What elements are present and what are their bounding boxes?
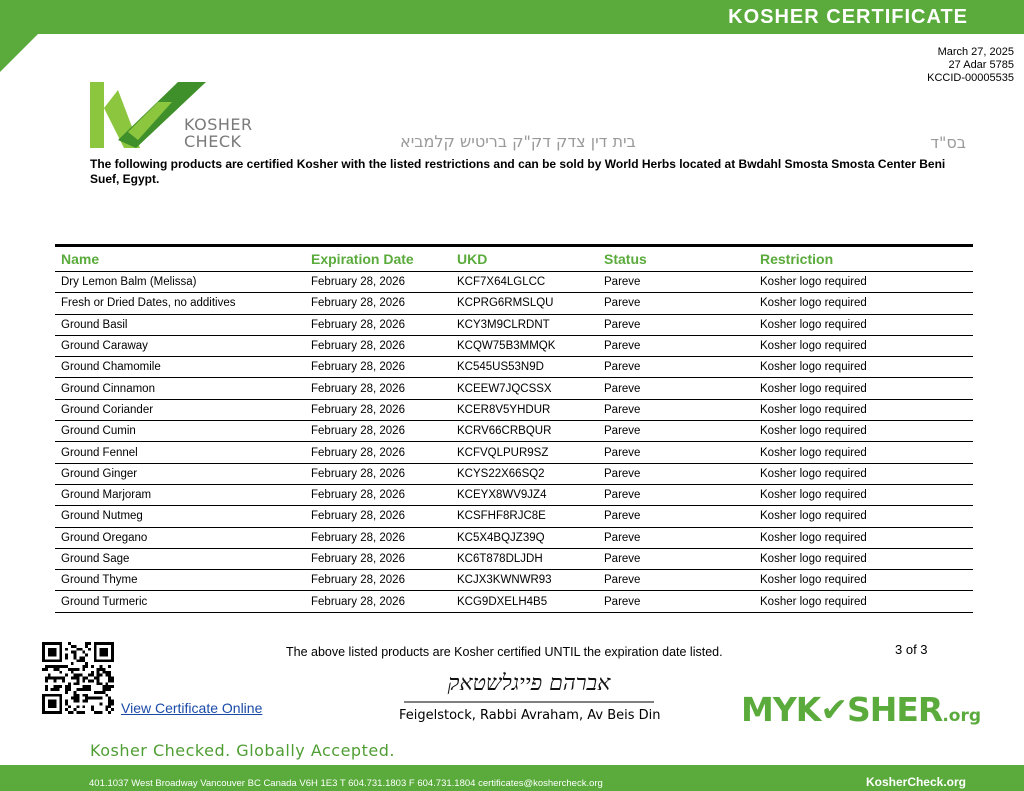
top-banner-notch xyxy=(0,34,38,72)
cell-status: Pareve xyxy=(598,378,754,399)
table-row xyxy=(55,399,973,420)
certificate-title: KOSHER CERTIFICATE xyxy=(728,6,968,28)
cell-name: Ground Turmeric xyxy=(55,591,305,612)
cell-expiration-date: February 28, 2026 xyxy=(305,506,451,527)
certification-statement: The following products are certified Kosher with the listed restrictions and can be sold by World Herbs located at Bwdahl Smosta Smosta Center Beni Suef, Egypt. xyxy=(90,157,946,186)
cell-expiration-date: February 28, 2026 xyxy=(305,591,451,612)
table-row xyxy=(55,357,973,378)
cell-status: Pareve xyxy=(598,314,754,335)
cell-name: Ground Ginger xyxy=(55,463,305,484)
table-row xyxy=(55,314,973,335)
cell-restriction: Kosher logo required xyxy=(754,442,973,463)
cell-restriction: Kosher logo required xyxy=(754,378,973,399)
cell-status: Pareve xyxy=(598,484,754,505)
cell-restriction: Kosher logo required xyxy=(754,399,973,420)
cell-status: Pareve xyxy=(598,293,754,314)
table-row xyxy=(55,335,973,356)
cell-status: Pareve xyxy=(598,421,754,442)
signer-name: Feigelstock, Rabbi Avraham, Av Beis Din xyxy=(399,708,661,723)
table-row xyxy=(55,548,973,569)
logo-wordmark: KOSHER CHECK xyxy=(184,115,253,151)
cell-name: Ground Marjoram xyxy=(55,484,305,505)
mykosher-logo: MYK✔SHER.org xyxy=(741,690,982,729)
cell-ukd: KC545US53N9D xyxy=(451,357,598,378)
cell-status: Pareve xyxy=(598,399,754,420)
cell-restriction: Kosher logo required xyxy=(754,484,973,505)
cell-expiration-date: February 28, 2026 xyxy=(305,570,451,591)
table-row xyxy=(55,463,973,484)
cell-ukd: KCY3M9CLRDNT xyxy=(451,314,598,335)
column-header-ukd: UKD xyxy=(451,246,598,272)
footer-address: 401.1037 West Broadway Vancouver BC Canada V6H 1E3 T 604.731.1803 F 604.731.1804 certificates@koshercheck.org xyxy=(89,778,603,789)
cell-name: Ground Oregano xyxy=(55,527,305,548)
cell-name: Ground Caraway xyxy=(55,335,305,356)
cell-restriction: Kosher logo required xyxy=(754,421,973,442)
cell-ukd: KCYS22X66SQ2 xyxy=(451,463,598,484)
cell-name: Ground Thyme xyxy=(55,570,305,591)
cell-expiration-date: February 28, 2026 xyxy=(305,335,451,356)
cell-name: Fresh or Dried Dates, no additives xyxy=(55,293,305,314)
product-table xyxy=(55,244,973,613)
cell-status: Pareve xyxy=(598,506,754,527)
table-row xyxy=(55,293,973,314)
table-header-row xyxy=(55,246,973,272)
table-row xyxy=(55,527,973,548)
cell-expiration-date: February 28, 2026 xyxy=(305,463,451,484)
cell-restriction: Kosher logo required xyxy=(754,314,973,335)
cell-restriction: Kosher logo required xyxy=(754,548,973,569)
view-certificate-link[interactable]: View Certificate Online xyxy=(121,700,263,716)
date-block xyxy=(927,46,1014,85)
column-header-status: Status xyxy=(598,246,754,272)
cell-status: Pareve xyxy=(598,570,754,591)
cell-status: Pareve xyxy=(598,527,754,548)
cell-name: Ground Sage xyxy=(55,548,305,569)
certificate-id: KCCID-00005535 xyxy=(927,72,1014,84)
cell-restriction: Kosher logo required xyxy=(754,357,973,378)
cell-expiration-date: February 28, 2026 xyxy=(305,357,451,378)
cell-status: Pareve xyxy=(598,272,754,293)
signature-text: אברהם פייגלשטאק xyxy=(447,671,611,696)
cell-status: Pareve xyxy=(598,357,754,378)
cell-expiration-date: February 28, 2026 xyxy=(305,421,451,442)
table-row xyxy=(55,506,973,527)
column-header-restriction: Restriction xyxy=(754,246,973,272)
cell-name: Ground Nutmeg xyxy=(55,506,305,527)
cell-name: Ground Basil xyxy=(55,314,305,335)
cell-ukd: KCF7X64LGLCC xyxy=(451,272,598,293)
cell-restriction: Kosher logo required xyxy=(754,527,973,548)
cell-ukd: KCPRG6RMSLQU xyxy=(451,293,598,314)
cell-name: Ground Chamomile xyxy=(55,357,305,378)
table-row xyxy=(55,570,973,591)
cell-status: Pareve xyxy=(598,548,754,569)
cell-ukd: KCG9DXELH4B5 xyxy=(451,591,598,612)
cell-expiration-date: February 28, 2026 xyxy=(305,484,451,505)
table-row xyxy=(55,591,973,612)
cell-expiration-date: February 28, 2026 xyxy=(305,378,451,399)
column-header-name: Name xyxy=(55,246,305,272)
table-row xyxy=(55,484,973,505)
cell-expiration-date: February 28, 2026 xyxy=(305,548,451,569)
validity-note: The above listed products are Kosher certified UNTIL the expiration date listed. xyxy=(286,645,723,659)
cell-expiration-date: February 28, 2026 xyxy=(305,527,451,548)
cell-expiration-date: February 28, 2026 xyxy=(305,272,451,293)
cell-name: Ground Fennel xyxy=(55,442,305,463)
tagline: Kosher Checked. Globally Accepted. xyxy=(90,741,395,760)
checkmark-o-icon: ✔ xyxy=(820,690,847,729)
cell-status: Pareve xyxy=(598,335,754,356)
cell-expiration-date: February 28, 2026 xyxy=(305,399,451,420)
cell-restriction: Kosher logo required xyxy=(754,272,973,293)
cell-status: Pareve xyxy=(598,442,754,463)
cell-name: Ground Cumin xyxy=(55,421,305,442)
cell-name: Ground Cinnamon xyxy=(55,378,305,399)
table-row xyxy=(55,272,973,293)
cell-ukd: KCJX3KWNWR93 xyxy=(451,570,598,591)
cell-restriction: Kosher logo required xyxy=(754,506,973,527)
column-header-expiration: Expiration Date xyxy=(305,246,451,272)
cell-restriction: Kosher logo required xyxy=(754,570,973,591)
beis-din-name: בית דין צדק דק"ק בריטיש קלמביא xyxy=(400,132,636,151)
bsd-mark: בס"ד xyxy=(930,133,966,152)
table-row xyxy=(55,378,973,399)
cell-status: Pareve xyxy=(598,463,754,484)
cell-expiration-date: February 28, 2026 xyxy=(305,314,451,335)
issue-date: March 27, 2025 xyxy=(937,46,1014,58)
cell-ukd: KCEEW7JQCSSX xyxy=(451,378,598,399)
cell-ukd: KC6T878DLJDH xyxy=(451,548,598,569)
cell-restriction: Kosher logo required xyxy=(754,463,973,484)
cell-ukd: KCRV66CRBQUR xyxy=(451,421,598,442)
cell-ukd: KCEYX8WV9JZ4 xyxy=(451,484,598,505)
cell-name: Ground Coriander xyxy=(55,399,305,420)
cell-ukd: KCER8V5YHDUR xyxy=(451,399,598,420)
page-number: 3 of 3 xyxy=(895,642,928,657)
hebrew-date: 27 Adar 5785 xyxy=(948,59,1014,71)
table-row xyxy=(55,442,973,463)
cell-restriction: Kosher logo required xyxy=(754,591,973,612)
cell-status: Pareve xyxy=(598,591,754,612)
cell-restriction: Kosher logo required xyxy=(754,293,973,314)
cell-ukd: KCSFHF8RJC8E xyxy=(451,506,598,527)
signature xyxy=(404,664,654,704)
cell-ukd: KCQW75B3MMQK xyxy=(451,335,598,356)
table-row xyxy=(55,421,973,442)
cell-ukd: KCFVQLPUR9SZ xyxy=(451,442,598,463)
cell-name: Dry Lemon Balm (Melissa) xyxy=(55,272,305,293)
footer-website[interactable]: KosherCheck.org xyxy=(865,775,966,789)
cell-expiration-date: February 28, 2026 xyxy=(305,442,451,463)
cell-restriction: Kosher logo required xyxy=(754,335,973,356)
cell-ukd: KC5X4BQJZ39Q xyxy=(451,527,598,548)
qr-code[interactable] xyxy=(42,642,114,714)
cell-expiration-date: February 28, 2026 xyxy=(305,293,451,314)
